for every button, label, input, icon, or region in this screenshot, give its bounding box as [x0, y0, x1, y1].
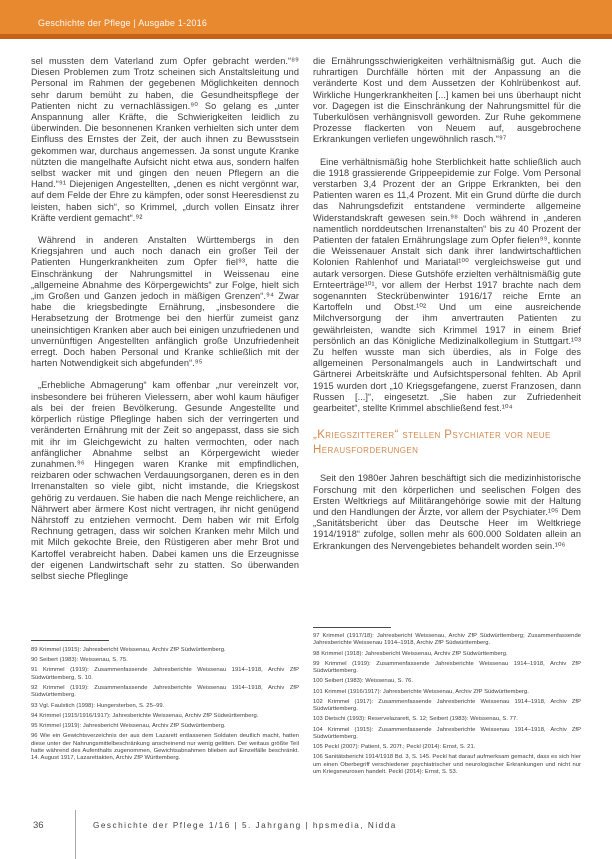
section-heading: „Kriegszitterer“ stellen Psychiater vor neue Herausforderungen: [313, 429, 551, 457]
footnote: 90 Seibert (1983): Weissenau, S. 75.: [31, 657, 128, 664]
footnote: 100 Seibert (1983): Weissenau, S. 76.: [313, 678, 414, 685]
paragraph: Während in anderen Anstalten Württembergs in den Kriegsjahren und auch noch danach ein großer Teil der Patienten Hungerkrankheiten zum Opfer fiel⁹³, hatte die Einschränkung der Nahrungsmittel in Weissenau eine „allgemeine Abnahme des Körpergewichts“ zur Folge, hielt sich „im Großen und Ganzen jedoch in mäßigen Grenzen“.⁹⁴ Zwar habe die kriegsbedingte Ernährung, „insbesondere die Herabsetzung der Brotmenge bei den hierfür zumeist ganz uneinsichtigen Kranken aber auch bei einigen unzufriedenen und unvernünftigen Angestellten anfänglich große Unzufriedenheit erregt. Doch haben Personal und Kranke schließlich mit der harten Notwendigkeit sich abgefunden“.⁹⁵: [31, 235, 299, 369]
paragraph: die Ernährungsschwierigkeiten verhältnismäßig gut. Auch die ruhrartigen Durchfälle hörten mit der Anpassung an die veränderte Kost und dem Aussetzen der Kohlrübenkost auf. Wirkliche Hungerkrankheiten [...] kamen bei uns überhaupt nicht vor. Dagegen ist die Einschränkung der Nahrungsmittel für die Tuberkulösen verhängnisvoll geworden. Zur Ruhe gekommene Prozesse flackerten von Neuem auf, ausgebrochene Erkrankungen verliefen ungewöhnlich rasch.“⁹⁷: [313, 56, 581, 145]
footnote: 106 Sanitätsbericht 1914/1918 Bd. 3, S. 145. Peckl hat darauf aufmerksam gemacht, dass es sich hier um einen Oberbegriff verschiedener psychiatrischer und neurologischer Erkrankungen und nicht nur um Kriegsneurosen handelt. Peckl (2014): Ernst, S. 53.: [313, 754, 581, 776]
footnote: 95 Krimmel (1919): Jahresbericht Weissenau, Archiv ZfP Südwürttemberg.: [31, 723, 226, 730]
footnotes-left: [31, 647, 299, 766]
journal-header-title: Geschichte der Pflege | Ausgabe 1-2016: [38, 18, 208, 28]
footnote: 94 Krimmel (1915/1916/1917): Jahresberichte Weissenau, Archiv ZfP Südwürttemberg.: [31, 712, 259, 719]
paragraph: sel mussten dem Vaterland zum Opfer gebracht werden.“⁸⁹ Diesen Problemen zum Trotz scheinen sich Anstaltsleitung und Personal im Rahmen der gegebenen Möglichkeiten dennoch sehr darum bemüht zu haben, die Gesundheitspflege der Patienten nicht zu vernachlässigen.⁹⁰ So gelang es „unter Anspannung aller Kräfte, die Schwierigkeiten leidlich zu überwinden. Die besonnenen Kranken verhielten sich unter dem Einfluss des Ernstes der Zeit, der auch ihnen zu Bewusstsein gekommen war, durchaus angemessen. Ja sonst ungute Kranke nützten die mangelhafte Aufsicht nicht etwa aus, sondern halfen selbst wacker mit und gingen den neuen Pflegern an die Hand.“⁹¹ Diejenigen Angestellten, „denen es nicht vergönnt war, auf dem Felde der Ehre zu kämpfen, oder sonst Heeresdienst zu leisten, haben sich“, so Krimmel, „durch vollen Einsatz ihrer Kräfte verdient gemacht“.⁹²: [31, 56, 299, 223]
footnote: 92 Krimmel (1919): Zusammenfassende Jahresberichte Weissenau 1914–1918, Archiv ZfP Südwürttemberg.: [31, 685, 299, 699]
footnote-separator: [31, 640, 109, 641]
footnote: 101 Krimmel (1916/1917): Jahresberichte Weissenau, Archiv ZfP Südwürttemberg.: [313, 688, 529, 695]
footnote: 93 Vgl. Faulstich (1998): Hungersterben, S. 25–99.: [31, 702, 165, 709]
footnote: 98 Krimmel (1918): Jahresbericht Weissenau, Archiv ZfP Südwürttemberg.: [313, 650, 508, 657]
footnote: 103 Dietschi (1993): Reservelazarett, S. 12; Seibert (1983): Weissenau, S. 77.: [313, 716, 518, 723]
footnote: 89 Krimmel (1915): Jahresbericht Weissenau, Archiv ZfP Südwürttemberg.: [31, 647, 226, 653]
footer-journal-info: Geschichte der Pflege 1/16 | 5. Jahrgang | hpsmedia, Nidda: [93, 821, 397, 830]
footnote: 102 Krimmel (1917): Zusammenfassende Jahresberichte Weissenau 1914–1918, Archiv ZfP Südwürttemberg.: [313, 698, 581, 713]
page-number: 36: [33, 820, 44, 831]
footnotes-right: [313, 633, 581, 779]
paragraph: „Erhebliche Abmagerung“ kam offenbar „nur vereinzelt vor, insbesondere bei früheren Vielessern, aber wohl kaum häufiger als bei der freien Bevölkerung. Gesunde Angestellte und körperlich rüstige Pfleglinge haben sich der verringerten und veränderten Ernährung mit der Zeit so angepasst, dass sie sich mit ihr im Gleichgewicht zu halten vermochten, oder nach anfänglicher Abnahme selbst an Körpergewicht wieder zunahmen.⁹⁶ Hingegen waren Kranke mit empfindlichen, reizbaren oder schwachen Verdauungsorganen, deren es in den Irrenanstalten so viele gibt, nicht imstande, die Kriegskost gehörig zu verdauen. Sie haben die nach Menge reichlichere, an Nährwert aber ärmere Kost nicht vertragen, ihr nicht genügend Nährstoff zu entziehen vermocht. Dem haben wir mit Erfolg Rechnung getragen, dass wir solchen Kranken mehr Milch und mit Milch gekochte Breie, den Rüstigeren aber mehr Brot und Kartoffel verabreicht haben. Dabei kamen uns die Erzeugnisse der eigenen Landwirtschaft sehr zu statten. So überwanden selbst sieche Pfleglinge: [31, 380, 299, 581]
footnote-separator: [313, 627, 391, 628]
footnote: 96 Wie ein Gewichtsverzeichnis der aus dem Lazarett entlassenen Soldaten deutlich macht, hatten diese unter der Nahrungsmittelbeschränkung anscheinend nur wenig gelitten. Der weitaus größte Teil hatte während des Aufenthalts zugenommen, Gewichtsabnahmen blieben auf Einzelfälle beschränkt. 14. August 1917, Lazarettakten, Archiv ZfP Württemberg.: [31, 733, 299, 762]
footnote: 104 Krimmel (1915): Zusammenfassende Jahresberichte Weissenau 1914–1918, Archiv ZfP Südwürttemberg.: [313, 726, 581, 741]
paragraph: Eine verhältnismäßig hohe Sterblichkeit hatte schließlich auch die 1918 grassierende Grippeepidemie zur Folge. Vom Personal verstarben 3,4 Prozent der an Grippe Erkrankten, bei den Patienten waren es 11,4 Prozent. Mit ein Grund dürfte die durch das Nahrungsdefizit entstandene verminderte allgemeine Widerstandskraft gewesen sein.⁹⁸ Doch während in „anderen namentlich norddeutschen Irrenanstalten“ bis zu 40 Prozent der Patienten der fatalen Ernährungslage zum Opfer fielen⁹⁹, konnte die Weissenauer Anstalt sich dank ihrer landwirtschaftlichen Kolonien Rahlenhof und Mariatal¹⁰⁰ vergleichsweise gut und autark versorgen. Diese Gutshöfe erzielten verhältnismäßig gute Ernteerträge¹⁰¹, vor allem der Herbst 1917 brachte nach dem sogenannten Steckrübenwinter 1916/17 reiche Ernte an Kartoffeln und Obst.¹⁰² Und um eine ausreichende Milchversorgung der ihm anvertrauten Patienten zu gewährleisten, wandte sich Krimmel 1917 in einem Brief persönlich an das Königliche Medizinalkollegium in Stuttgart.¹⁰³ Zu helfen wusste man sich überdies, als in Folge des allgemeinen Personalmangels auch in Landwirtschaft und Gärtnerei Arbeitskräfte und Aufsichtspersonal fehlten. Ab April 1915 wurden dort „10 Kriegsgefangene, zuerst Franzosen, dann Russen [...]“, eingesetzt. „Sie haben zur Zufriedenheit gearbeitet“, stellte Krimmel abschließend fest.¹⁰⁴: [313, 156, 581, 414]
footer-divider: [75, 810, 76, 859]
footnote: 91 Krimmel (1919): Zusammenfassende Jahresberichte Weissenau 1914–1918, Archiv ZfP Südwürttemberg, S. 10.: [31, 667, 299, 681]
footnote: 105 Peckl (2007): Patient, S. 207f.; Peckl (2014): Ernst, S. 21.: [313, 744, 476, 751]
footnote: 97 Krimmel (1917/18): Jahresbericht Weissenau, Archiv ZfP Südwürttemberg; Zusammenfassende Jahresberichte Weissenau 1914–1918, Archiv ZfP Südwürttemberg.: [313, 633, 581, 647]
footnote: 99 Krimmel (1919): Zusammenfassende Jahresberichte Weissenau 1914–1918, Archiv ZfP Südwürttemberg.: [313, 660, 581, 675]
right-column: [313, 56, 581, 563]
left-column: [31, 56, 299, 593]
header-bar: [0, 0, 612, 39]
paragraph: Seit den 1980er Jahren beschäftigt sich die medizinhistorische Forschung mit den körperlichen und seelischen Folgen des Ersten Weltkriegs auf Militärangehörige sowie mit der Haltung und den Handlungen der Ärzte, vor allem der Psychiater.¹⁰⁵ Dem „Sanitätsbericht über das Deutsche Heer im Weltkriege 1914/1918“ zufolge, sollen mehr als 600.000 Soldaten allein an Erkrankungen des Nervengebietes behandelt worden sein.¹⁰⁶: [313, 473, 581, 551]
